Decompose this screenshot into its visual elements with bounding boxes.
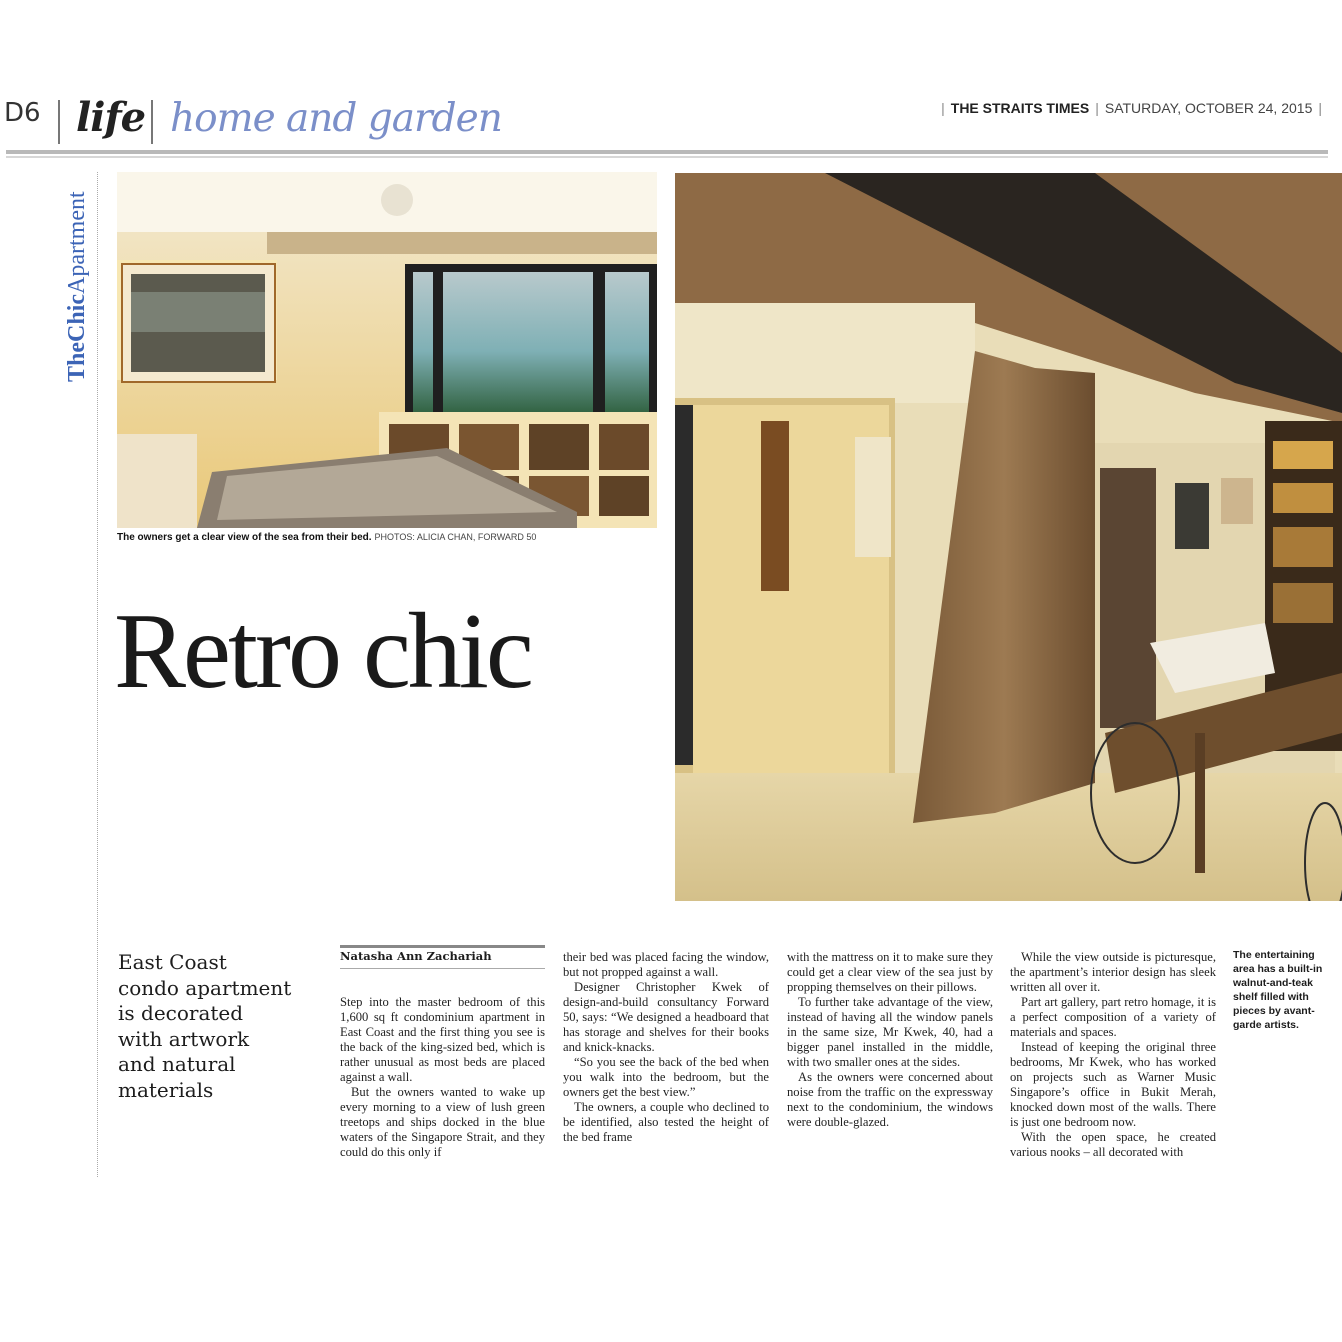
article-column-3	[787, 950, 993, 1130]
byline-rule	[340, 968, 545, 969]
masthead-separator: |	[1318, 100, 1322, 116]
article-paragraph: “So you see the back of the bed when you walk into the bedroom, but the owners get the best view.”	[563, 1055, 769, 1099]
bedroom-photo-illustration	[117, 172, 657, 528]
article-paragraph: With the open space, he created various nooks – all decorated with	[1010, 1130, 1216, 1159]
article-paragraph: Part art gallery, part retro homage, it is a perfect composition of a variety of materials and spaces.	[1010, 995, 1216, 1039]
header-rule	[6, 150, 1328, 154]
caption-text: The owners get a clear view of the sea from their bed.	[117, 532, 372, 543]
article-paragraph: The owners, a couple who declined to be identified, also tested the height of the bed frame	[563, 1100, 769, 1144]
series-label-bold: TheChic	[64, 293, 90, 382]
article-column-4	[1010, 950, 1216, 1160]
photo-credit: PHOTOS: ALICIA CHAN, FORWARD 50	[374, 532, 537, 542]
column-rule	[97, 172, 98, 1177]
page-number: D6	[4, 98, 41, 128]
header-divider	[58, 100, 60, 144]
article-paragraph: their bed was placed facing the window, but not propped against a wall.	[563, 950, 769, 979]
article-paragraph: As the owners were concerned about noise from the traffic on the expressway next to the condominium, the windows were double-glazed.	[787, 1070, 993, 1129]
byline: Natasha Ann Zachariah	[340, 949, 492, 963]
living-area-photo-illustration	[675, 173, 1342, 901]
header-rule	[6, 156, 1328, 158]
masthead-info	[935, 100, 1328, 116]
article-paragraph: While the view outside is picturesque, the apartment’s interior design has sleek written all over it.	[1010, 950, 1216, 994]
living-area-photo-caption: The entertaining area has a built-in walnut-and-teak shelf filled with pieces by avant-garde artists.	[1233, 949, 1323, 1031]
masthead-separator: |	[1095, 100, 1099, 116]
article-paragraph: Instead of keeping the original three bedrooms, Mr Kwek, who has worked on projects such as Warner Music Singapore’s office in Bukit Merah, knocked down most of the walls. There is just one bedroom now.	[1010, 1040, 1216, 1129]
article-paragraph: Designer Christopher Kwek of design-and-build consultancy Forward 50, says: “We designed a headboard that has storage and shelves for their books and knick-knacks.	[563, 980, 769, 1054]
section-subtitle: home and garden	[170, 96, 502, 141]
article-column-2	[563, 950, 769, 1145]
article-paragraph: with the mattress on it to make sure they could get a clear view of the sea just by propping themselves on their pillows.	[787, 950, 993, 994]
article-paragraph: Step into the master bedroom of this 1,600 sq ft condominium apartment in East Coast and the first thing you see is the back of the king-sized bed, which is rather unusual as most beds are placed against a wall.	[340, 995, 545, 1084]
article-column-1	[340, 995, 545, 1160]
masthead-separator: |	[941, 100, 945, 116]
byline-rule	[340, 945, 545, 948]
living-area-photo	[675, 173, 1342, 901]
bedroom-photo	[117, 172, 657, 528]
series-label-regular: Apartment	[64, 191, 90, 294]
article-paragraph: But the owners wanted to wake up every morning to a view of lush green treetops and ships docked in the blue waters of the Singapore Strait, and they could do this only if	[340, 1085, 545, 1159]
section-title: life	[76, 94, 146, 141]
publication-date: SATURDAY, OCTOBER 24, 2015	[1104, 100, 1313, 116]
standfirst: East Coast condo apartment is decorated with artwork and natural materials	[118, 950, 292, 1102]
header-divider	[151, 100, 153, 144]
series-label	[60, 174, 90, 384]
article-paragraph: To further take advantage of the view, instead of having all the window panels in the same size, Mr Kwek, 40, had a bigger panel installed in the middle, with two smaller ones at the sides.	[787, 995, 993, 1069]
bedroom-photo-caption	[117, 532, 536, 543]
publication-name: THE STRAITS TIMES	[950, 100, 1090, 116]
headline: Retro chic	[114, 592, 531, 711]
